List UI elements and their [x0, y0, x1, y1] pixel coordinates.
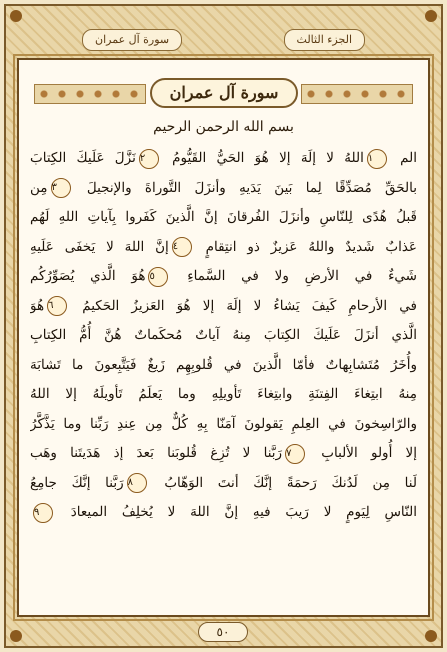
text-line [30, 292, 417, 322]
text-line [30, 144, 417, 174]
basmala: بسم الله الرحمن الرحيم [153, 119, 294, 135]
text-line [30, 498, 417, 528]
ayah-number-marker: ٥ [148, 267, 168, 287]
verse-text: عَذابٌ شَديدٌ واللهُ عَزيزٌ ذو انتِقامٍ [194, 238, 417, 255]
banner-ornament-left [34, 84, 146, 104]
corner-ornament [10, 10, 22, 22]
text-line [30, 351, 417, 381]
verse-text: لَنا مِن لَدُنكَ رَحمَةً إنَّكَ أنتَ الوَهّابُ [149, 474, 417, 491]
verse-text: رَبَّنا إنَّكَ جامِعُ [30, 474, 124, 491]
text-line [30, 321, 417, 351]
ayah-number-marker: ٩ [33, 503, 53, 523]
corner-ornament [425, 630, 437, 642]
verse-text: رَبَّنا لا تُزِغ قُلوبَنا بَعدَ إذ هَدَيتَنا وهَب [30, 445, 283, 461]
ayah-number-marker: ٢ [139, 149, 159, 169]
verse-text: هُوَ الَّذي يُصَوِّرُكُم [30, 268, 146, 284]
verse-text: والرّاسِخونَ في العِلمِ يَقولونَ آمَنّا بِهِ كُلٌّ مِن عِندِ رَبِّنا وما يَذَّكَّرُ [30, 415, 417, 432]
text-line [30, 410, 417, 440]
verse-text: النّاسِ لِيَومٍ لا رَيبَ فيهِ إنَّ اللهَ لا يُخلِفُ الميعادَ [56, 504, 417, 520]
corner-ornament [425, 10, 437, 22]
text-line [30, 233, 417, 263]
ayah-number-marker: ٤ [172, 237, 192, 257]
verse-text: نَزَّلَ عَلَيكَ الكِتابَ [30, 150, 136, 166]
corner-ornament [10, 630, 22, 642]
text-line [30, 469, 417, 499]
verse-text: مِن [30, 179, 48, 196]
text-line [30, 174, 417, 204]
verse-text: قَبلُ هُدًى لِلنّاسِ وأنزَلَ الفُرقانَ إنَّ الَّذينَ كَفَروا بِآياتِ اللهِ لَهُم [30, 209, 417, 225]
verse-text: الَّذي أنزَلَ عَلَيكَ الكِتابَ مِنهُ آياتٌ مُحكَماتٌ هُنَّ أُمُّ الكِتابِ [30, 327, 417, 343]
ayah-number-marker: ١ [367, 149, 387, 169]
verse-text: هُوَ [30, 297, 45, 314]
verse-text: شَيءٌ في الأرضِ ولا في السَّماءِ [171, 268, 417, 284]
quran-text [30, 144, 417, 596]
verse-text: مِنهُ ابتِغاءَ الفِتنَةِ وابتِغاءَ تَأويلِهِ وما يَعلَمُ تَأويلَهُ إلا اللهُ [30, 386, 417, 402]
text-line [30, 203, 417, 233]
verse-text: في الأرحامِ كَيفَ يَشاءُ لا إلَهَ إلا هُوَ العَزيزُ الحَكيمُ [70, 297, 417, 314]
ayah-number-marker: ٧ [285, 444, 305, 464]
ayah-number-marker: ٣ [51, 178, 71, 198]
verse-text: بالحَقِّ مُصَدِّقًا لِما بَينَ يَدَيهِ وأنزَلَ التَّوراةَ والإنجيلَ [73, 179, 417, 196]
surah-name-header: سورة آل عمران [82, 29, 182, 51]
juz-header: الجزء الثالث [284, 29, 365, 51]
page-number: ٥٠ [198, 622, 248, 642]
verse-text: إلا أُولو الألبابِ [308, 445, 417, 461]
banner-ornament-right [301, 84, 413, 104]
verse-text: وأُخَرُ مُتَشابِهاتٌ فأمّا الَّذينَ في قُلوبِهِم زَيغٌ فَيَتَّبِعونَ ما تَشابَهَ [30, 356, 417, 373]
surah-title: سورة آل عمران [150, 78, 298, 108]
text-line [30, 380, 417, 410]
text-line [30, 439, 417, 469]
verse-text: إنَّ اللهَ لا يَخفَى عَلَيهِ [30, 238, 169, 255]
ayah-number-marker: ٦ [47, 296, 67, 316]
ayah-number-marker: ٨ [127, 473, 147, 493]
verse-text: الم [389, 150, 417, 166]
verse-text: اللهُ لا إلَهَ إلا هُوَ الحَيُّ القَيُّومُ [161, 150, 364, 166]
text-line [30, 262, 417, 292]
